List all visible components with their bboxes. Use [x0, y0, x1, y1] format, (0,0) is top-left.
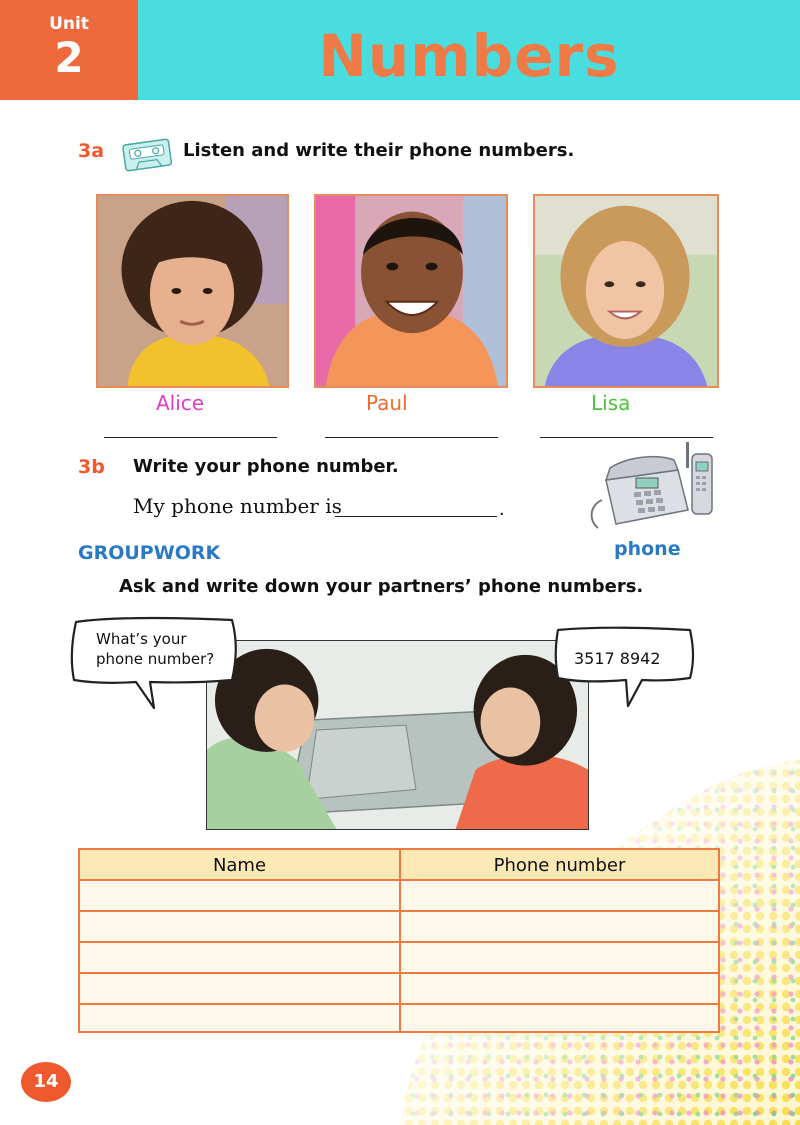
kid-name-lisa: Lisa — [591, 391, 631, 415]
table-header-phone-number: Phone number — [493, 855, 626, 876]
sentence-period: . — [499, 498, 505, 520]
kid-name-alice: Alice — [156, 391, 205, 415]
photo-lisa — [533, 194, 719, 388]
table-row-line — [80, 972, 718, 974]
cassette-tape-icon[interactable] — [120, 136, 174, 172]
title-band — [138, 0, 800, 100]
write-line-alice[interactable] — [104, 437, 277, 438]
unit-label: Unit — [49, 14, 89, 34]
bubble-left-line-1: What’s your — [96, 630, 187, 648]
unit-badge — [0, 0, 138, 100]
table-row-line — [80, 1003, 718, 1005]
section-3b-number: 3b — [78, 456, 105, 478]
kid-name-paul: Paul — [366, 391, 408, 415]
groupwork-instruction: Ask and write down your partners’ phone numbers. — [119, 576, 644, 597]
photo-paul — [314, 194, 508, 388]
my-phone-sentence: My phone number is — [133, 494, 342, 518]
page-number: 14 — [21, 1062, 71, 1102]
page-title: Numbers — [318, 22, 620, 90]
groupwork-label: GROUPWORK — [78, 542, 221, 564]
write-line-lisa[interactable] — [540, 437, 713, 438]
unit-number: 2 — [54, 33, 84, 82]
groupwork-photo — [206, 640, 589, 830]
table-row-line — [80, 941, 718, 943]
telephone-icon — [588, 440, 720, 535]
partner-phone-table — [78, 848, 720, 1033]
photo-alice — [96, 194, 289, 388]
table-row-line — [80, 910, 718, 912]
write-line-paul[interactable] — [325, 437, 498, 438]
bubble-left-line-2: phone number? — [96, 650, 215, 668]
my-phone-write-line[interactable] — [335, 516, 497, 517]
section-3a-instruction: Listen and write their phone numbers. — [183, 140, 575, 161]
table-header-name: Name — [212, 855, 267, 876]
section-3b-instruction: Write your phone number. — [133, 456, 399, 477]
section-3a-number: 3a — [78, 140, 105, 162]
bubble-right-number: 3517 8942 — [574, 649, 661, 668]
phone-caption: phone — [614, 538, 681, 560]
